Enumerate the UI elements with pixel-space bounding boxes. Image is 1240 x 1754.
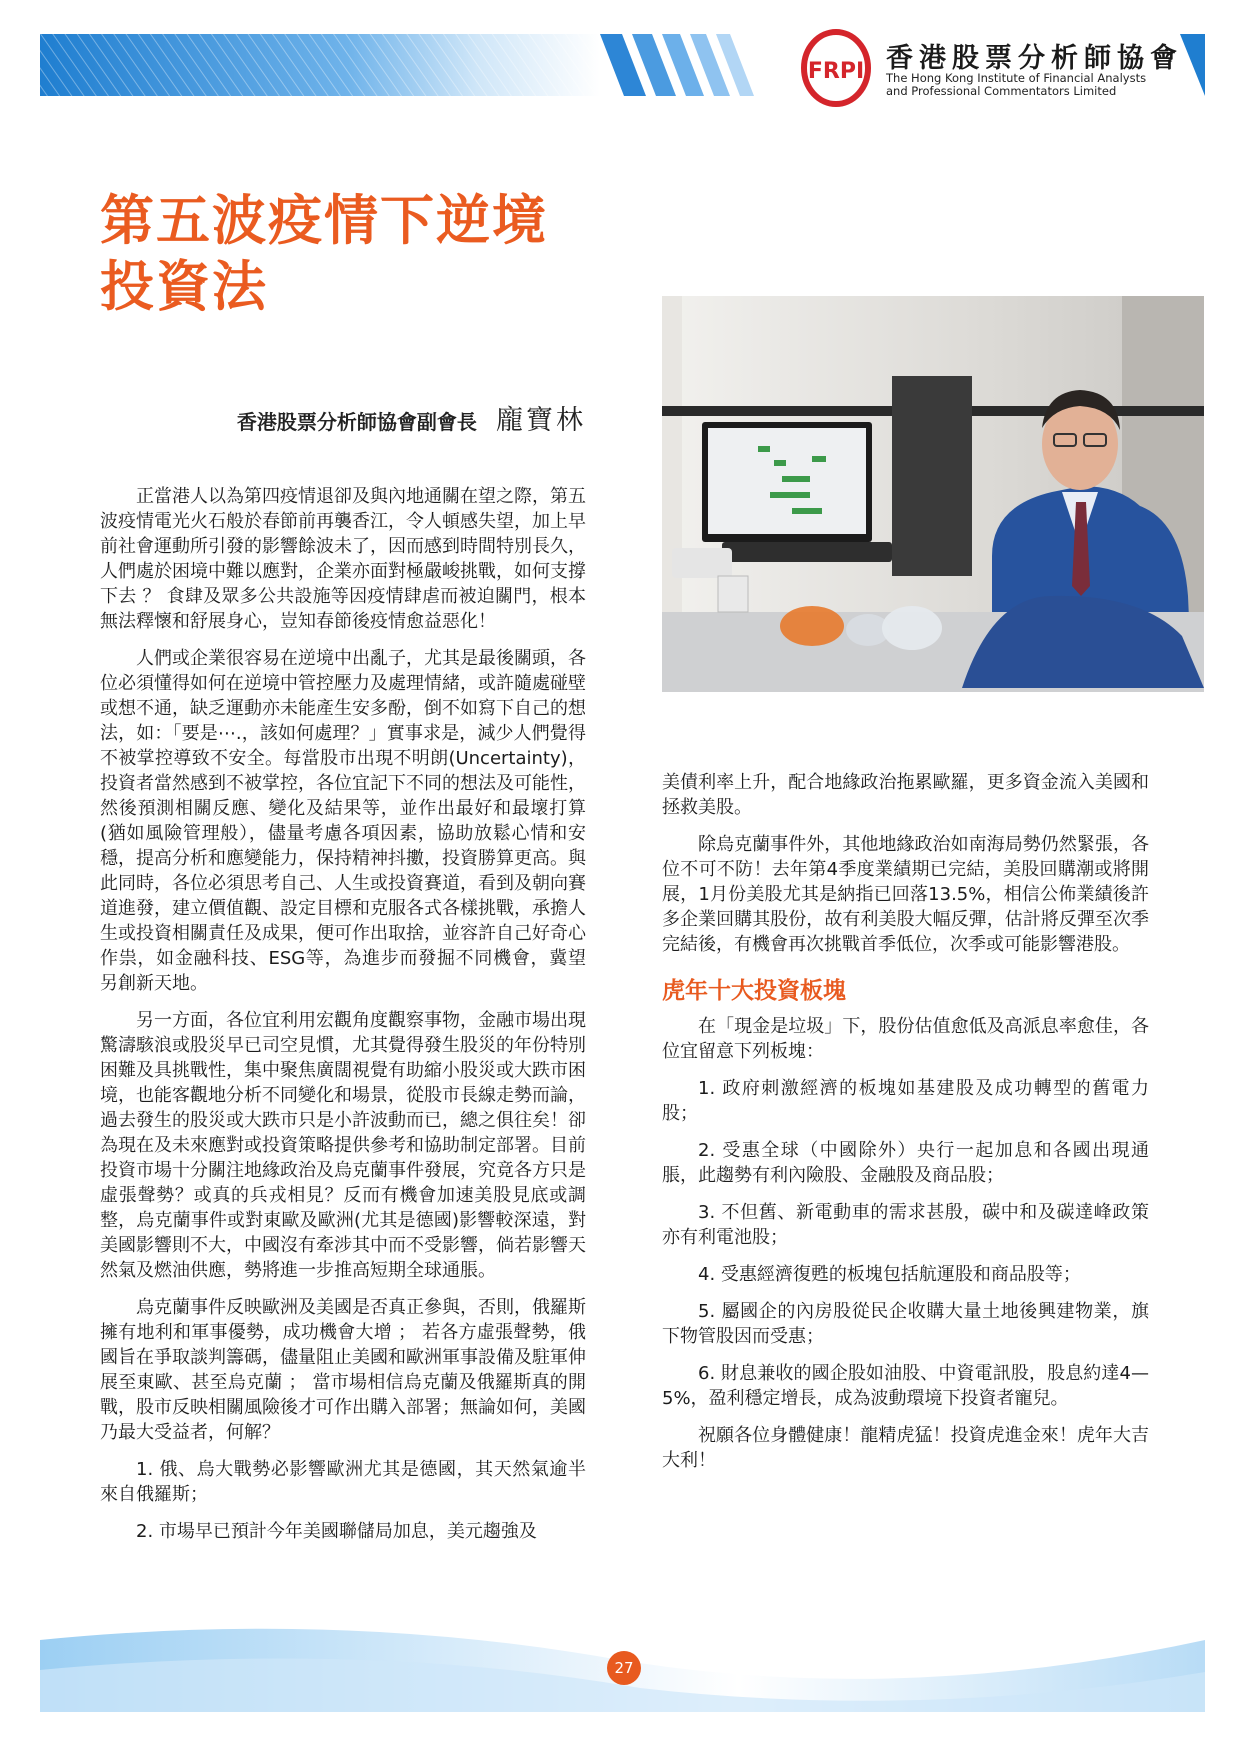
- article-title: [100, 188, 660, 320]
- body-paragraph: 正當港人以為第四疫情退卻及與內地通關在望之際，第五波疫情電光火石般於春節前再襲香江，令人頓感失望，加上早前社會運動所引發的影響餘波未了，因而感到時間特別長久，人們處於困境中難以應對，企業亦面對極嚴峻挑戰，如何支撐下去 ？ 食肆及眾多公共設施等因疫情肆虐而被迫關門，根本無法釋懷和舒展身心，豈知春節後疫情愈益惡化！: [100, 486, 586, 632]
- author-title: 香港股票分析師協會副會長: [236, 410, 477, 434]
- glass-ox-figurine-icon: [780, 606, 844, 646]
- page-number-badge: 27: [607, 1651, 641, 1685]
- body-list-item: 2. 受惠全球（中國除外）央行一起加息和各國出現通脹，此趨勢有利內險股、金融股及商品股；: [662, 1140, 1149, 1186]
- author-portrait-photo: [662, 296, 1204, 692]
- author-byline: [212, 398, 586, 437]
- article-title-line1: 第五波疫情下逆境: [100, 189, 548, 252]
- body-paragraph: 烏克蘭事件反映歐洲及美國是否真正參與，否則，俄羅斯擁有地利和軍事優勢，成功機會大增 ； 若各方虛張聲勢，俄國旨在爭取談判籌碼，儘量阻止美國和歐洲軍事設備及駐軍伸展至東歐、甚至烏克蘭 ； 當市場相信烏克蘭及俄羅斯真的開戰，股市反映相關風險後才可作出購入部署；無論如何，美國乃最大受益者，何解？: [100, 1297, 586, 1443]
- body-list-item: 6. 財息兼收的國企股如油股、中資電訊股，股息約達4—5%，盈利穩定增長，成為波動環境下投資者寵兒。: [662, 1363, 1149, 1409]
- article-title-line2: 投資法: [100, 255, 268, 318]
- section-heading: 虎年十大投資板塊: [662, 978, 846, 1004]
- body-list-item: 1. 政府刺激經濟的板塊如基建股及成功轉型的舊電力股；: [662, 1078, 1149, 1124]
- body-paragraph-continued: 美債利率上升，配合地緣政治拖累歐羅，更多資金流入美國和拯救美股。: [662, 772, 1149, 818]
- closing-paragraph: 祝願各位身體健康！龍精虎猛！投資虎進金來！虎年大吉大利！: [662, 1425, 1149, 1471]
- body-list-item: 1. 俄、烏大戰勢必影響歐洲尤其是德國，其天然氣逾半來自俄羅斯；: [100, 1459, 586, 1505]
- body-list-item: 3. 不但舊、新電動車的需求甚殷，碳中和及碳達峰政策亦有利電池股；: [662, 1202, 1149, 1248]
- body-list-item: 5. 屬國企的內房股從民企收購大量土地後興建物業，旗下物管股因而受惠；: [662, 1301, 1149, 1347]
- body-list-item: 2. 市場早已預計今年美國聯儲局加息，美元趨強及: [136, 1521, 537, 1542]
- fapi-logo-icon: [800, 28, 872, 108]
- body-list-item: 4. 受惠經濟復甦的板塊包括航運股和商品股等；: [698, 1264, 1081, 1285]
- article-body-left-column: [100, 484, 586, 1556]
- body-paragraph: 除烏克蘭事件外，其他地緣政治如南海局勢仍然緊張，各位不可不防！去年第4季度業績期已完結，美股回購潮或將開展，1月份美股尤其是納指已回落13.5%，相信公佈業績後許多企業回購其股份，故有利美股大幅反彈，估計將反彈至次季完結後，有機會再次挑戰首季低位，次季或可能影響港股。: [662, 834, 1149, 955]
- org-name-english-line1: The Hong Kong Institute of Financial Analysts: [886, 71, 1147, 85]
- author-name: 龐寶林: [496, 405, 586, 436]
- org-name-chinese: 香港股票分析師協會: [886, 43, 1183, 74]
- body-paragraph: 另一方面，各位宜利用宏觀角度觀察事物，金融市場出現驚濤駭浪或股災早已司空見慣，尤其覺得發生股災的年份特別困難及具挑戰性，集中聚焦廣闊視覺有助縮小股災或大跌市困境，也能客觀地分析不同變化和場景，從股市長線走勢而論，過去發生的股災或大跌市只是小許波動而已，總之俱往矣！卻為現在及未來應對或投資策略提供參考和協助制定部署。目前投資市場十分關注地緣政治及烏克蘭事件發展，究竟各方只是虛張聲勢？或真的兵戎相見？反而有機會加速美股見底或調整，烏克蘭事件或對東歐及歐洲(尤其是德國)影響較深遠，對美國影響則不大，中國沒有牽涉其中而不受影響，倘若影響天然氣及燃油供應，勢將進一步推高短期全球通脹。: [100, 1010, 586, 1281]
- org-name-english-line2: and Professional Commentators Limited: [886, 84, 1117, 98]
- body-paragraph: 在「現金是垃圾」下，股份估值愈低及高派息率愈佳，各位宜留意下列板塊：: [662, 1016, 1149, 1062]
- body-paragraph: 人們或企業很容易在逆境中出亂子，尤其是最後關頭，各位必須懂得如何在逆境中管控壓力及處理情緒，或許隨處碰壁或想不通，缺乏運動亦未能產生安多酚，倒不如寫下自己的想法，如：「要是⋯.，該如何處理？」實事求是，減少人們覺得不被掌控導致不安全。每當股市出現不明朗(Uncertainty)，投資者當然感到不被掌控，各位宜記下不同的想法及可能性，然後預測相關反應、變化及結果等，並作出最好和最壞打算(猶如風險管理般），儘量考慮各項因素，協助放鬆心情和安穩，提高分析和應變能力，保持精神抖擻，投資勝算更高。與此同時，各位必須思考自己、人生或投資賽道，看到及朝向賽道進發，建立價值觀、設定目標和克服各式各樣挑戰，承擔人生或投資相關責任及成果，便可作出取捨，並容許自己好奇心作祟，如金融科技、ESG等，為進步而發掘不同機會，冀望另創新天地。: [100, 648, 586, 994]
- article-body-right-column: [662, 770, 1149, 1485]
- logo-lettering: FRPI: [807, 59, 865, 84]
